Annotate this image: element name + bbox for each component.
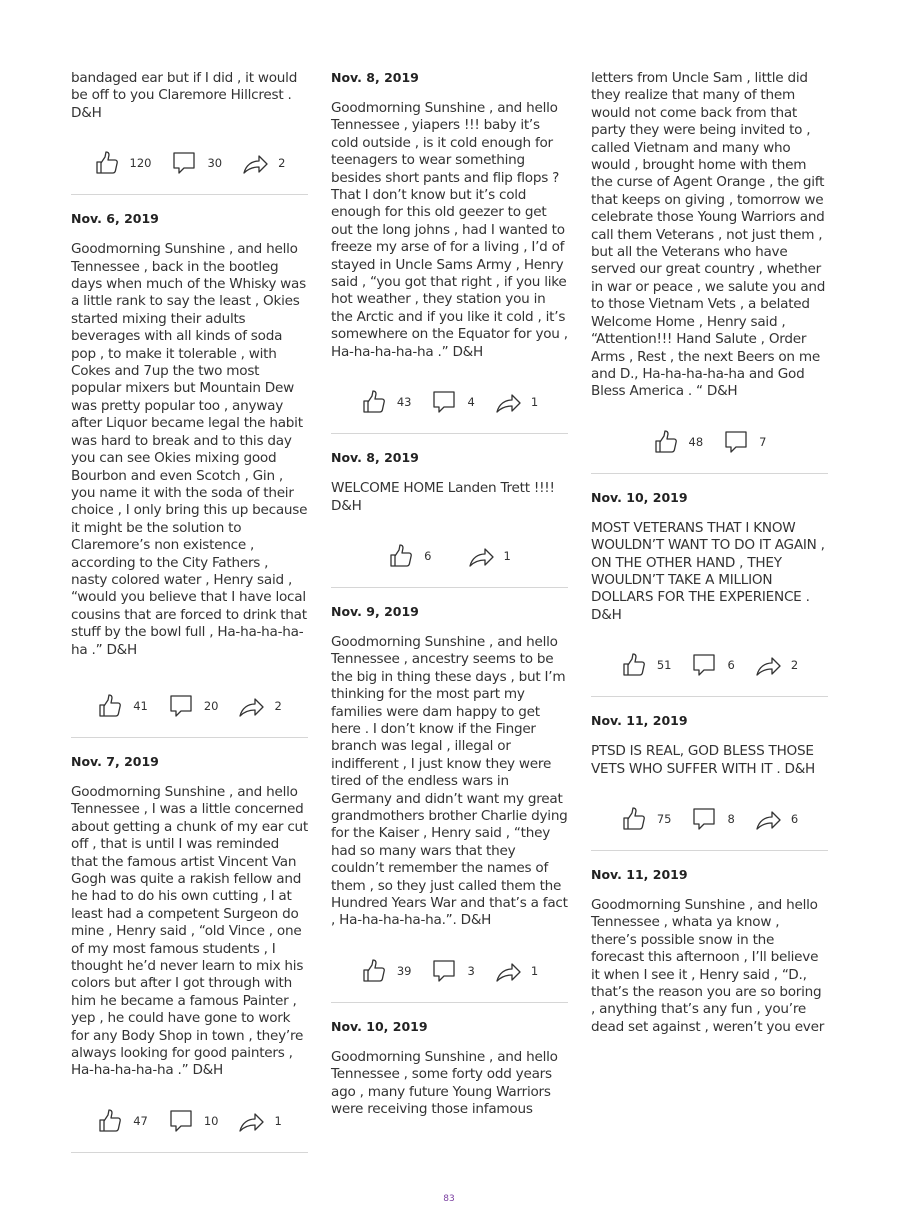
share-icon: [242, 150, 268, 176]
post-date: Nov. 7, 2019: [71, 753, 159, 769]
post: [331, 70, 568, 434]
share-count: 2: [790, 658, 799, 673]
comment-icon: [168, 693, 194, 719]
comment-count: 3: [467, 963, 475, 978]
thumbs-up-icon: [94, 150, 120, 176]
share-icon: [238, 1108, 264, 1134]
column-3: [591, 70, 828, 1036]
post-stats: [331, 389, 568, 415]
thumbs-up-icon: [361, 958, 387, 984]
like-stat[interactable]: [361, 389, 432, 415]
like-count: 47: [133, 1113, 148, 1128]
comment-icon: [431, 389, 457, 415]
divider: [591, 473, 828, 474]
share-icon: [495, 958, 521, 984]
comment-icon: [171, 150, 197, 176]
post: [591, 867, 828, 1036]
post-body: bandaged ear but if I did , it would be off to you Claremore Hillcrest . D&H: [71, 70, 298, 121]
like-stat[interactable]: [388, 543, 467, 569]
comment-count: 7: [759, 434, 767, 449]
comment-icon: [723, 429, 749, 455]
comment-icon: [691, 806, 717, 832]
like-count: 120: [129, 156, 152, 171]
share-count: 1: [503, 548, 511, 563]
divider: [331, 587, 568, 588]
share-stat[interactable]: [238, 693, 281, 719]
post-date: Nov. 10, 2019: [591, 489, 688, 505]
comment-stat[interactable]: [168, 1108, 239, 1134]
divider: [71, 194, 308, 195]
post-date: Nov. 8, 2019: [331, 450, 419, 466]
post-body: MOST VETERANS THAT I KNOW WOULDN’T WANT TO DO IT AGAIN , ON THE OTHER HAND , THEY WOULDN’T TAKE A MILLION DOLLARS FOR THE EXPERIENCE . D&H: [591, 519, 825, 623]
comment-stat[interactable]: [168, 693, 239, 719]
post-date: Nov. 10, 2019: [331, 1018, 428, 1034]
comment-count: 8: [727, 811, 735, 826]
comment-count: 30: [207, 156, 223, 171]
post-stats: [331, 958, 568, 984]
share-count: 2: [274, 698, 282, 713]
divider: [331, 433, 568, 434]
comment-stat[interactable]: [691, 806, 754, 832]
share-stat[interactable]: [755, 806, 798, 832]
share-icon: [238, 693, 264, 719]
post: [591, 713, 828, 851]
post-stats: [591, 806, 828, 832]
thumbs-up-icon: [621, 652, 647, 678]
share-stat[interactable]: [238, 1108, 281, 1134]
share-count: 1: [530, 963, 539, 978]
like-stat[interactable]: [97, 1108, 168, 1134]
like-count: 6: [424, 548, 432, 563]
post: [71, 211, 308, 738]
like-stat[interactable]: [621, 806, 692, 832]
divider: [71, 1152, 308, 1153]
divider: [71, 737, 308, 738]
share-stat[interactable]: [495, 389, 538, 415]
post-date: Nov. 11, 2019: [591, 713, 688, 729]
comment-icon: [168, 1108, 194, 1134]
post: [331, 1019, 568, 1119]
like-count: 41: [133, 698, 148, 713]
post: [331, 604, 568, 1003]
share-icon: [755, 652, 781, 678]
like-count: 43: [396, 395, 412, 410]
post-body: Goodmorning Sunshine , and hello Tennessee , I was a little concerned about getting a chunk of my ear cut off , that is until I was reminded that the famous artist Vincent Van Gogh was quite a rakish fellow and he had to do his own cutting , I at least had a competent Surgeon do mine , Henry said , “old Vince , one of my most famous students , I thought he’d never learn to mix his colors but after I got through with him he became a famous Painter , yep , he could have gone to work for any Body Shop in town , they’re always looking for good painters , Ha-ha-ha-ha-ha .” D&H: [71, 783, 309, 1079]
divider: [591, 850, 828, 851]
share-stat[interactable]: [468, 543, 511, 569]
post-stats: [591, 652, 828, 678]
thumbs-up-icon: [97, 1108, 123, 1134]
post-body: Goodmorning Sunshine , and hello Tennessee , back in the bootleg days when much of the Whisky was a little rank to say the least , Okies started mixing their adults beverages with all kinds of soda pop , to make it tolerable , with Cokes and 7up the two most popular mixers but Mountain Dew was pretty popular too , anyway after Liquor became legal the habit was hard to break and to this day you can see Okies mixing good Bourbon and even Scotch , Gin , you name it with the soda of their choice , I only bring this up because it might be the solution to Claremore’s non existence , according to the City Fathers , nasty colored water , Henry said , “would you believe that I have local cousins that are forced to drink that stuff by the bowl full , Ha-ha-ha-ha-ha .” D&H: [71, 241, 308, 658]
post-body: Goodmorning Sunshine , and hello Tennessee , some forty odd years ago , many future Young Warriors were receiving those infamous: [331, 1048, 558, 1118]
share-count: 1: [530, 395, 539, 410]
comment-stat[interactable]: [431, 389, 494, 415]
post-body: letters from Uncle Sam , little did they realize that many of them would not come back from that party they were being invited to , called Vietnam and many who would , brought home with them the curse of Agent Orange , the gift that keeps on giving , tomorrow we celebrate those Young Warriors and call them Veterans , not just them , but all the Veterans who have served our great country , whether in war or peace , we salute you and to those Vietnam Vets , a belated Welcome Home , Henry said , “Attention!!! Hand Salute , Order Arms , Rest , the next Beers on me and D., Ha-ha-ha-ha-ha and God Bless America . “ D&H: [591, 70, 826, 400]
divider: [331, 1002, 568, 1003]
like-count: 51: [656, 658, 672, 673]
post-body: WELCOME HOME Landen Trett !!!! D&H: [331, 480, 555, 514]
thumbs-up-icon: [653, 429, 679, 455]
post-body: Goodmorning Sunshine , and hello Tennessee , yiapers !!! baby it’s cold outside , is it cold enough for teenagers to wear something besides short pants and flip flops ? That I don’t know but it’s cold enough for this old geezer to get out the long johns , had I wanted to freeze my arse of for a living , I’d of stayed in Uncle Sams Army , Henry said , “you got that right , if you like hot weather , they station you in the Arctic and if you like it cold , it’s somewhere on the Equator for you , Ha-ha-ha-ha-ha .” D&H: [331, 100, 568, 360]
like-count: 39: [396, 963, 412, 978]
post-body: Goodmorning Sunshine , and hello Tennessee , whata ya know , there’s possible snow in the forecast this afternoon , I’ll believe it when I see it , Henry said , “D., that’s the reason you are so boring , anything that’s any fun , you’re dead set against , weren’t you ever: [591, 896, 825, 1035]
share-icon: [755, 806, 781, 832]
post-body: Goodmorning Sunshine , and hello Tennessee , ancestry seems to be the big in thing these days , but I’m thinking for the most part my families were dam happy to get here . I don’t know if the Finger branch was legal , illegal or indifferent , I just know they were tired of the endless wars in Germany and didn’t want my great grandmothers brother Charlie dying for the Kaiser , Henry said , “they had so many wars that they couldn’t remember the names of them , so they just called them the Hundred Years War and that’s a fact , Ha-ha-ha-ha-ha.”. D&H: [331, 633, 568, 929]
post-stats: [71, 693, 308, 719]
post: [331, 450, 568, 588]
comment-stat[interactable]: [691, 652, 754, 678]
post-stats: [591, 429, 828, 455]
like-stat[interactable]: [361, 958, 432, 984]
like-stat[interactable]: [621, 652, 692, 678]
share-icon: [468, 543, 494, 569]
comment-count: 6: [727, 658, 735, 673]
post-stats: [71, 1108, 308, 1134]
thumbs-up-icon: [388, 543, 414, 569]
post: [591, 490, 828, 697]
like-count: 48: [688, 434, 704, 449]
comment-count: 20: [203, 698, 219, 713]
share-stat[interactable]: [755, 652, 798, 678]
post-date: Nov. 8, 2019: [331, 70, 419, 85]
post: [591, 70, 828, 474]
thumbs-up-icon: [97, 693, 123, 719]
comment-icon: [691, 652, 717, 678]
post: [71, 754, 308, 1153]
comment-count: 10: [203, 1113, 219, 1128]
thumbs-up-icon: [361, 389, 387, 415]
like-stat[interactable]: [94, 150, 172, 176]
share-stat[interactable]: [242, 150, 285, 176]
post-body: PTSD IS REAL, GOD BLESS THOSE VETS WHO SUFFER WITH IT . D&H: [591, 743, 816, 777]
post-date: Nov. 6, 2019: [71, 211, 159, 227]
like-count: 75: [656, 811, 672, 826]
divider: [591, 696, 828, 697]
column-2: [331, 70, 568, 1118]
post-date: Nov. 9, 2019: [331, 603, 419, 619]
share-stat[interactable]: [495, 958, 538, 984]
share-count: 6: [790, 811, 799, 826]
post-stats: [331, 543, 568, 569]
page-number: 83: [443, 1194, 455, 1204]
thumbs-up-icon: [621, 806, 647, 832]
share-count: 2: [278, 156, 286, 171]
comment-stat[interactable]: [431, 958, 494, 984]
like-stat[interactable]: [97, 693, 168, 719]
column-1: [71, 70, 308, 1169]
post-stats: [71, 150, 308, 176]
comment-stat[interactable]: [723, 429, 766, 455]
share-icon: [495, 389, 521, 415]
comment-stat[interactable]: [171, 150, 242, 176]
comment-icon: [431, 958, 457, 984]
comment-count: 4: [467, 395, 475, 410]
share-count: 1: [274, 1113, 282, 1128]
post: [71, 70, 308, 195]
post-date: Nov. 11, 2019: [591, 866, 688, 882]
like-stat[interactable]: [653, 429, 724, 455]
